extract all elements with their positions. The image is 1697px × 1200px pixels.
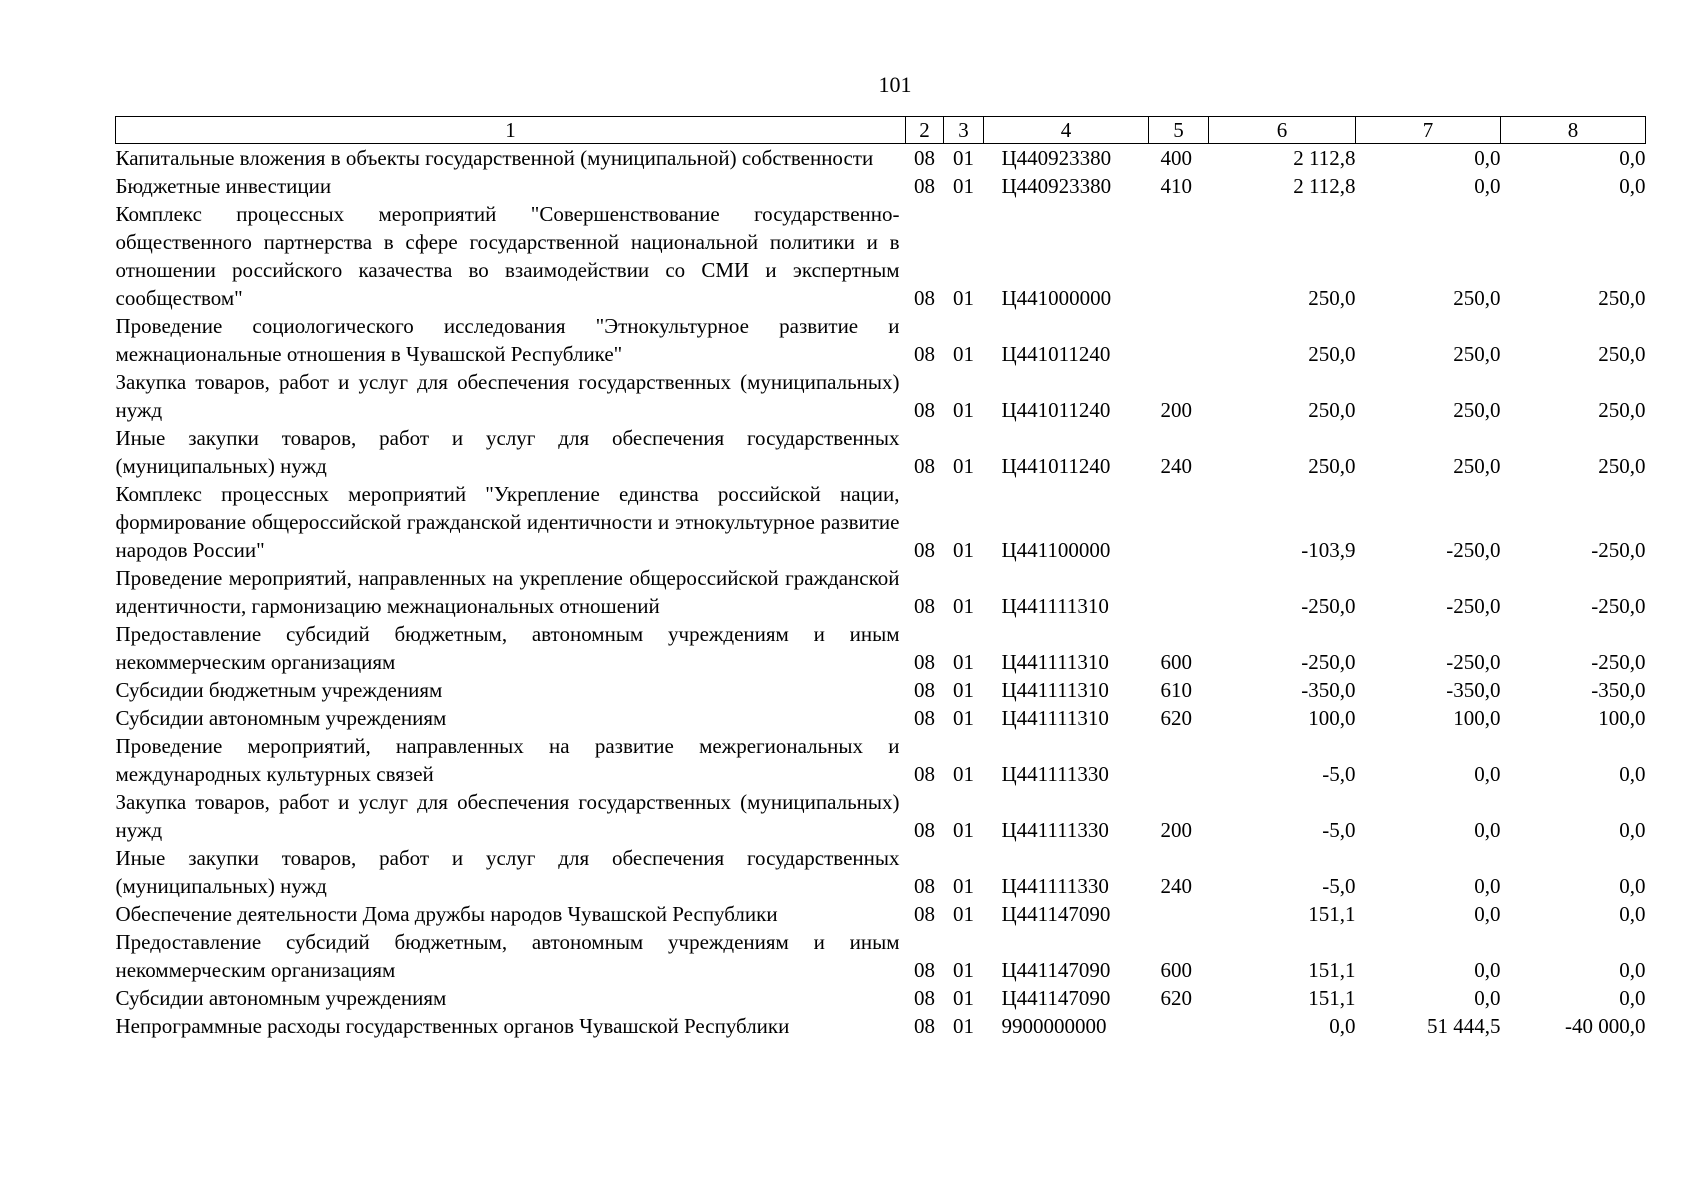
subsection-code: 01 [953, 958, 974, 982]
subsection-code: 01 [953, 146, 974, 170]
header-col-8: 8 [1501, 117, 1646, 144]
expense-type-code: 240 [1160, 874, 1192, 898]
amount-col-7: -250,0 [1446, 594, 1501, 618]
subsection-code: 01 [953, 650, 974, 674]
expense-type-code [1149, 900, 1209, 928]
amount-col-6: 250,0 [1308, 454, 1356, 478]
expense-type-code: 610 [1160, 678, 1192, 702]
subsection-code: 01 [953, 986, 974, 1010]
expense-type-code [1149, 200, 1209, 312]
table-row [116, 144, 1646, 173]
header-col-1: 1 [116, 117, 906, 144]
amount-col-8: 250,0 [1598, 454, 1646, 478]
amount-col-7: 250,0 [1453, 342, 1501, 366]
expense-type-code: 620 [1160, 706, 1192, 730]
amount-col-6: 250,0 [1308, 398, 1356, 422]
section-code: 08 [914, 594, 935, 618]
amount-col-7: -250,0 [1446, 650, 1501, 674]
amount-col-7: 0,0 [1474, 174, 1501, 198]
amount-col-6: -5,0 [1322, 762, 1356, 786]
item-name: Обеспечение деятельности Дома дружбы народов Чувашской Республики [115, 902, 778, 926]
item-name: Субсидии автономным учреждениям [115, 706, 447, 730]
item-name: Проведение социологического исследования "Этнокультурное развитие и межнациональные отношения в Чувашской Республике" [115, 314, 900, 366]
section-code: 08 [914, 986, 935, 1010]
item-name: Непрограммные расходы государственных органов Чувашской Республики [115, 1014, 790, 1038]
table-row [116, 732, 1646, 788]
item-name: Проведение мероприятий, направленных на укрепление общероссийской гражданской идентичности, гармонизацию межнациональных отношений [115, 566, 900, 618]
item-name: Бюджетные инвестиции [115, 174, 332, 198]
item-name: Субсидии бюджетным учреждениям [115, 678, 443, 702]
amount-col-8: 0,0 [1619, 818, 1646, 842]
item-name: Закупка товаров, работ и услуг для обеспечения государственных (муниципальных) нужд [115, 790, 900, 842]
amount-col-7: 0,0 [1474, 874, 1501, 898]
amount-col-6: 0,0 [1329, 1014, 1356, 1038]
section-code: 08 [914, 706, 935, 730]
amount-col-8: -40 000,0 [1565, 1014, 1646, 1038]
table-row [116, 984, 1646, 1012]
amount-col-8: 0,0 [1619, 146, 1646, 170]
expense-type-code: 600 [1160, 958, 1192, 982]
expense-type-code: 240 [1160, 454, 1192, 478]
table-row [116, 564, 1646, 620]
target-article-code: Ц440923380 [1001, 146, 1112, 170]
amount-col-7: 0,0 [1474, 146, 1501, 170]
subsection-code: 01 [953, 594, 974, 618]
subsection-code: 01 [953, 706, 974, 730]
amount-col-8: 0,0 [1619, 902, 1646, 926]
amount-col-6: -5,0 [1322, 818, 1356, 842]
table-row [116, 676, 1646, 704]
amount-col-6: 151,1 [1308, 986, 1356, 1010]
amount-col-6: 100,0 [1308, 706, 1356, 730]
expense-type-code [1149, 480, 1209, 564]
subsection-code: 01 [953, 1014, 974, 1038]
amount-col-7: 0,0 [1474, 818, 1501, 842]
header-col-3: 3 [944, 117, 984, 144]
amount-col-8: 0,0 [1619, 958, 1646, 982]
section-code: 08 [914, 1014, 935, 1038]
expense-type-code [1149, 312, 1209, 368]
table-row [116, 172, 1646, 200]
item-name: Капитальные вложения в объекты государственной (муниципальной) собственности [115, 146, 874, 170]
item-name: Иные закупки товаров, работ и услуг для обеспечения государственных (муниципальных) нужд [115, 846, 900, 898]
amount-col-6: -250,0 [1301, 594, 1356, 618]
amount-col-8: 250,0 [1598, 342, 1646, 366]
table-row [116, 424, 1646, 480]
target-article-code: Ц441147090 [1001, 986, 1111, 1010]
target-article-code: Ц441111310 [1001, 594, 1109, 618]
target-article-code: Ц441147090 [1001, 958, 1111, 982]
section-code: 08 [914, 762, 935, 786]
target-article-code: Ц441111330 [1001, 762, 1109, 786]
amount-col-7: 0,0 [1474, 762, 1501, 786]
expense-type-code: 400 [1160, 146, 1192, 170]
amount-col-7: -350,0 [1446, 678, 1501, 702]
amount-col-7: 0,0 [1474, 986, 1501, 1010]
table-row [116, 928, 1646, 984]
section-code: 08 [914, 874, 935, 898]
amount-col-8: 100,0 [1598, 706, 1646, 730]
amount-col-6: 2 112,8 [1293, 174, 1356, 198]
amount-col-8: 0,0 [1619, 986, 1646, 1010]
item-name: Предоставление субсидий бюджетным, автономным учреждениям и иным некоммерческим организациям [115, 622, 900, 674]
subsection-code: 01 [953, 874, 974, 898]
target-article-code: Ц441111310 [1001, 650, 1109, 674]
amount-col-6: -350,0 [1301, 678, 1356, 702]
subsection-code: 01 [953, 174, 974, 198]
expense-type-code: 200 [1160, 818, 1192, 842]
amount-col-6: 2 112,8 [1293, 146, 1356, 170]
section-code: 08 [914, 174, 935, 198]
target-article-code: Ц440923380 [1001, 174, 1112, 198]
amount-col-8: -350,0 [1591, 678, 1646, 702]
table-row [116, 900, 1646, 928]
target-article-code: Ц441100000 [1001, 538, 1111, 562]
item-name: Предоставление субсидий бюджетным, автономным учреждениям и иным некоммерческим организациям [115, 930, 900, 982]
expense-type-code [1149, 1012, 1209, 1040]
section-code: 08 [914, 958, 935, 982]
amount-col-7: -250,0 [1446, 538, 1501, 562]
budget-table [115, 116, 1646, 1040]
section-code: 08 [914, 650, 935, 674]
item-name: Комплекс процессных мероприятий "Совершенствование государственно-общественного партнерства в сфере государственной национальной политики и в отношении российского казачества во взаимодействии со СМИ и экспертным сообществом" [115, 202, 900, 310]
amount-col-8: 250,0 [1598, 286, 1646, 310]
subsection-code: 01 [953, 762, 974, 786]
expense-type-code: 620 [1160, 986, 1192, 1010]
amount-col-7: 250,0 [1453, 286, 1501, 310]
target-article-code: Ц441011240 [1001, 342, 1111, 366]
amount-col-8: -250,0 [1591, 538, 1646, 562]
section-code: 08 [914, 146, 935, 170]
amount-col-6: -103,9 [1301, 538, 1356, 562]
expense-type-code: 200 [1160, 398, 1192, 422]
amount-col-8: 250,0 [1598, 398, 1646, 422]
table-row [116, 480, 1646, 564]
table-row [116, 200, 1646, 312]
table-row [116, 1012, 1646, 1040]
amount-col-6: 151,1 [1308, 902, 1356, 926]
amount-col-8: 0,0 [1619, 874, 1646, 898]
subsection-code: 01 [953, 818, 974, 842]
table-row [116, 788, 1646, 844]
amount-col-7: 250,0 [1453, 398, 1501, 422]
table-row [116, 312, 1646, 368]
table-row [116, 368, 1646, 424]
amount-col-6: 250,0 [1308, 286, 1356, 310]
target-article-code: Ц441011240 [1001, 398, 1111, 422]
header-col-5: 5 [1149, 117, 1209, 144]
amount-col-7: 250,0 [1453, 454, 1501, 478]
section-code: 08 [914, 902, 935, 926]
target-article-code: Ц441000000 [1001, 286, 1112, 310]
expense-type-code [1149, 732, 1209, 788]
expense-type-code [1149, 564, 1209, 620]
subsection-code: 01 [953, 902, 974, 926]
target-article-code: Ц441111310 [1001, 706, 1109, 730]
amount-col-8: -250,0 [1591, 650, 1646, 674]
header-col-7: 7 [1356, 117, 1501, 144]
subsection-code: 01 [953, 286, 974, 310]
item-name: Закупка товаров, работ и услуг для обеспечения государственных (муниципальных) нужд [115, 370, 900, 422]
amount-col-8: 0,0 [1619, 174, 1646, 198]
item-name: Субсидии автономным учреждениям [115, 986, 447, 1010]
item-name: Комплекс процессных мероприятий "Укрепление единства российской нации, формирование общероссийской гражданской идентичности и этнокультурное развитие народов России" [115, 482, 900, 562]
section-code: 08 [914, 678, 935, 702]
amount-col-7: 100,0 [1453, 706, 1501, 730]
section-code: 08 [914, 398, 935, 422]
target-article-code: Ц441111330 [1001, 874, 1109, 898]
amount-col-7: 51 444,5 [1427, 1014, 1501, 1038]
target-article-code: Ц441147090 [1001, 902, 1111, 926]
expense-type-code: 600 [1160, 650, 1192, 674]
amount-col-6: 250,0 [1308, 342, 1356, 366]
page-number: 101 [878, 72, 912, 97]
header-col-4: 4 [984, 117, 1149, 144]
section-code: 08 [914, 454, 935, 478]
amount-col-6: -5,0 [1322, 874, 1356, 898]
header-col-2: 2 [906, 117, 944, 144]
subsection-code: 01 [953, 342, 974, 366]
table-body [116, 144, 1646, 1041]
amount-col-6: -250,0 [1301, 650, 1356, 674]
section-code: 08 [914, 818, 935, 842]
table-row [116, 844, 1646, 900]
table-header [116, 117, 1646, 144]
target-article-code: Ц441011240 [1001, 454, 1111, 478]
subsection-code: 01 [953, 678, 974, 702]
amount-col-8: 0,0 [1619, 762, 1646, 786]
header-col-6: 6 [1209, 117, 1356, 144]
section-code: 08 [914, 342, 935, 366]
item-name: Иные закупки товаров, работ и услуг для обеспечения государственных (муниципальных) нужд [115, 426, 900, 478]
subsection-code: 01 [953, 398, 974, 422]
expense-type-code: 410 [1160, 174, 1192, 198]
target-article-code: 9900000000 [1001, 1014, 1107, 1038]
amount-col-8: -250,0 [1591, 594, 1646, 618]
subsection-code: 01 [953, 454, 974, 478]
item-name: Проведение мероприятий, направленных на развитие межрегиональных и международных культурных связей [115, 734, 900, 786]
subsection-code: 01 [953, 538, 974, 562]
table-row [116, 704, 1646, 732]
amount-col-7: 0,0 [1474, 902, 1501, 926]
section-code: 08 [914, 286, 935, 310]
target-article-code: Ц441111330 [1001, 818, 1109, 842]
amount-col-6: 151,1 [1308, 958, 1356, 982]
section-code: 08 [914, 538, 935, 562]
amount-col-7: 0,0 [1474, 958, 1501, 982]
table-row [116, 620, 1646, 676]
target-article-code: Ц441111310 [1001, 678, 1109, 702]
